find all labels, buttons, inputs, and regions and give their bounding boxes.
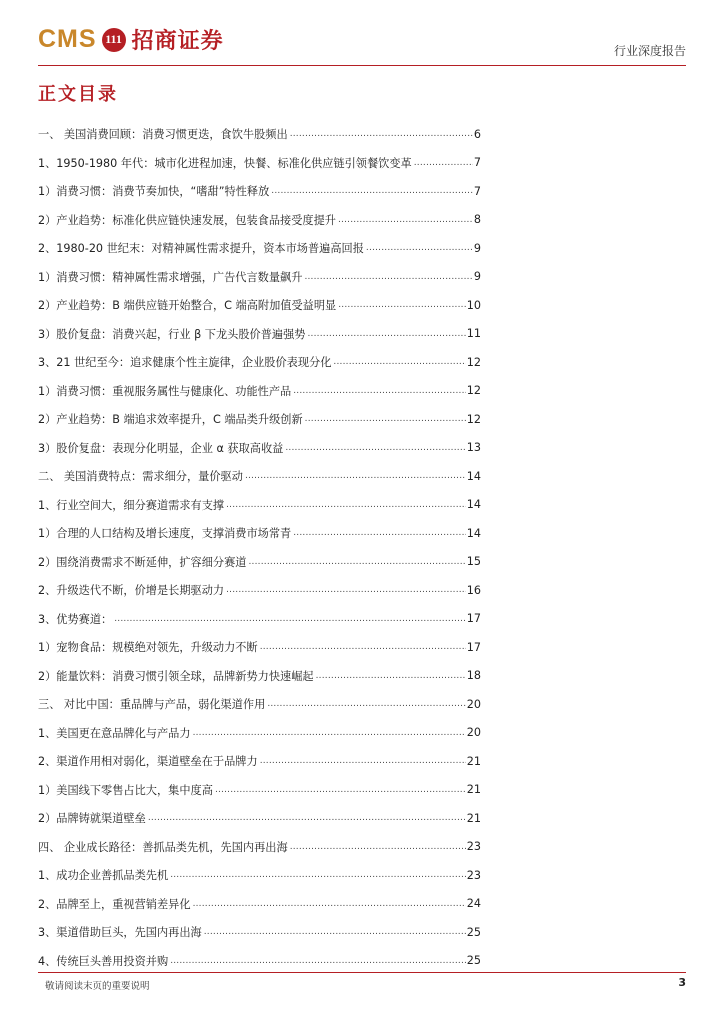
footer-divider bbox=[38, 972, 686, 973]
toc-entry[interactable] bbox=[38, 234, 481, 263]
toc-entry-page: 16 bbox=[466, 583, 481, 597]
page-header bbox=[38, 20, 686, 66]
toc-entry[interactable] bbox=[38, 662, 481, 691]
toc-entry-text: 2、品牌至上，重视营销差异化 bbox=[38, 897, 191, 911]
toc-dot-leader bbox=[316, 671, 466, 681]
toc-entry-text: 1、行业空间大，细分赛道需求有支撑 bbox=[38, 498, 225, 512]
logo-latin-text: CMS bbox=[38, 25, 97, 53]
toc-entry-text: 1）消费习惯：精神属性需求增强，广告代言数量飙升 bbox=[38, 270, 303, 284]
toc-entry-text: 1、1950-1980 年代：城市化进程加速，快餐、标准化供应链引领餐饮变革 bbox=[38, 156, 412, 170]
toc-entry[interactable] bbox=[38, 690, 481, 719]
toc-entry-page: 17 bbox=[466, 640, 481, 654]
toc-entry-page: 14 bbox=[466, 469, 481, 483]
toc-entry[interactable] bbox=[38, 434, 481, 463]
toc-entry[interactable] bbox=[38, 291, 481, 320]
toc-entry[interactable] bbox=[38, 206, 481, 235]
toc-entry-text: 四、 企业成长路径：善抓品类先机，先国内再出海 bbox=[38, 840, 288, 854]
toc-dot-leader bbox=[249, 557, 466, 567]
toc-entry-page: 12 bbox=[466, 355, 481, 369]
toc-entry-text: 2）围绕消费需求不断延伸，扩容细分赛道 bbox=[38, 555, 247, 569]
toc-entry-text: 2）品牌铸就渠道壁垒 bbox=[38, 812, 146, 826]
toc-dot-leader bbox=[193, 728, 466, 738]
toc-entry-page: 20 bbox=[466, 697, 481, 711]
toc-entry[interactable] bbox=[38, 377, 481, 406]
toc-entry-text: 2）产业趋势：标准化供应链快速发展，包装食品接受度提升 bbox=[38, 213, 336, 227]
toc-dot-leader bbox=[290, 842, 466, 852]
toc-entry-text: 二、 美国消费特点：需求细分，量价驱动 bbox=[38, 470, 243, 484]
toc-dot-leader bbox=[304, 272, 472, 282]
footer-disclaimer-note: 敬请阅读末页的重要说明 bbox=[45, 981, 150, 992]
toc-entry[interactable] bbox=[38, 548, 481, 577]
logo-chinese-text: 招商证券 bbox=[131, 28, 224, 54]
toc-dot-leader bbox=[204, 927, 466, 937]
toc-entry[interactable] bbox=[38, 918, 481, 947]
toc-dot-leader bbox=[366, 243, 473, 253]
toc-dot-leader bbox=[148, 813, 466, 823]
toc-entry-text: 3）股价复盘：消费兴起，行业 β 下龙头股价普遍强势 bbox=[38, 327, 306, 341]
toc-entry-text: 一、 美国消费回顾：消费习惯更迭，食饮牛股频出 bbox=[38, 128, 288, 142]
toc-dot-leader bbox=[338, 300, 466, 310]
toc-entry[interactable] bbox=[38, 947, 481, 976]
toc-dot-leader bbox=[333, 357, 465, 367]
toc-entry-page: 25 bbox=[466, 925, 481, 939]
toc-entry-page: 24 bbox=[466, 897, 481, 911]
toc-dot-leader bbox=[215, 785, 466, 795]
toc-entry-text: 2）能量饮料：消费习惯引领全球，品牌新势力快速崛起 bbox=[38, 669, 314, 683]
toc-entry[interactable] bbox=[38, 605, 481, 634]
toc-entry-text: 3）股价复盘：表现分化明显，企业 α 获取高收益 bbox=[38, 441, 284, 455]
toc-entry[interactable] bbox=[38, 462, 481, 491]
toc-dot-leader bbox=[267, 699, 465, 709]
toc-entry[interactable] bbox=[38, 177, 481, 206]
toc-entry-text: 1）合理的人口结构及增长速度，支撑消费市场常青 bbox=[38, 527, 292, 541]
toc-dot-leader bbox=[245, 471, 466, 481]
toc-entry-page: 18 bbox=[466, 669, 481, 683]
toc-entry-page: 10 bbox=[466, 298, 481, 312]
toc-entry[interactable] bbox=[38, 747, 481, 776]
toc-entry-page: 23 bbox=[466, 868, 481, 882]
table-of-contents bbox=[38, 120, 481, 975]
toc-entry[interactable] bbox=[38, 519, 481, 548]
toc-entry[interactable] bbox=[38, 263, 481, 292]
toc-entry-text: 2、渠道作用相对弱化，渠道壁垒在于品牌力 bbox=[38, 755, 258, 769]
toc-entry[interactable] bbox=[38, 633, 481, 662]
toc-entry[interactable] bbox=[38, 348, 481, 377]
toc-dot-leader bbox=[170, 956, 466, 966]
cms-logo bbox=[38, 24, 224, 55]
toc-dot-leader bbox=[226, 500, 466, 510]
toc-entry-page: 6 bbox=[473, 127, 481, 141]
toc-entry[interactable] bbox=[38, 719, 481, 748]
toc-entry-page: 11 bbox=[466, 327, 481, 341]
toc-entry-text: 4、传统巨头善用投资并购 bbox=[38, 954, 169, 968]
toc-entry-page: 9 bbox=[473, 241, 481, 255]
toc-dot-leader bbox=[293, 386, 466, 396]
toc-dot-leader bbox=[308, 329, 466, 339]
page-number: 3 bbox=[678, 976, 686, 989]
toc-entry[interactable] bbox=[38, 576, 481, 605]
toc-entry-page: 21 bbox=[466, 783, 481, 797]
toc-entry-text: 1、成功企业善抓品类先机 bbox=[38, 869, 169, 883]
toc-entry-page: 13 bbox=[466, 441, 481, 455]
report-type-label: 行业深度报告 bbox=[613, 44, 686, 58]
toc-dot-leader bbox=[305, 414, 466, 424]
toc-entry-page: 14 bbox=[466, 526, 481, 540]
toc-entry-page: 23 bbox=[466, 840, 481, 854]
toc-entry-page: 21 bbox=[466, 754, 481, 768]
toc-entry-page: 9 bbox=[473, 270, 481, 284]
toc-entry[interactable] bbox=[38, 405, 481, 434]
toc-dot-leader bbox=[290, 129, 473, 139]
toc-entry-text: 2、1980-20 世纪末：对精神属性需求提升，资本市场普遍高回报 bbox=[38, 242, 364, 256]
toc-entry[interactable] bbox=[38, 776, 481, 805]
toc-entry[interactable] bbox=[38, 491, 481, 520]
toc-entry-page: 7 bbox=[473, 156, 481, 170]
toc-entry[interactable] bbox=[38, 833, 481, 862]
toc-dot-leader bbox=[114, 614, 466, 624]
toc-entry-page: 12 bbox=[466, 384, 481, 398]
toc-dot-leader bbox=[193, 899, 466, 909]
toc-entry-page: 21 bbox=[466, 811, 481, 825]
toc-entry-text: 3、优势赛道： bbox=[38, 612, 113, 626]
header-divider bbox=[38, 65, 686, 66]
toc-dot-leader bbox=[293, 528, 466, 538]
toc-entry[interactable] bbox=[38, 861, 481, 890]
toc-dot-leader bbox=[338, 215, 473, 225]
toc-dot-leader bbox=[271, 186, 473, 196]
toc-entry[interactable] bbox=[38, 320, 481, 349]
toc-entry[interactable] bbox=[38, 890, 481, 919]
toc-entry-page: 17 bbox=[466, 612, 481, 626]
toc-entry-page: 8 bbox=[473, 213, 481, 227]
toc-dot-leader bbox=[170, 870, 466, 880]
toc-dot-leader bbox=[414, 158, 473, 168]
toc-entry-text: 1）消费习惯：消费节奏加快，“嗜甜”特性释放 bbox=[38, 185, 270, 199]
toc-entry-page: 20 bbox=[466, 726, 481, 740]
toc-entry-page: 7 bbox=[473, 184, 481, 198]
toc-entry-text: 2）产业趋势：B 端追求效率提升，C 端品类升级创新 bbox=[38, 413, 303, 427]
toc-title: 正文目录 bbox=[38, 84, 118, 105]
toc-entry-text: 三、 对比中国：重品牌与产品，弱化渠道作用 bbox=[38, 698, 266, 712]
toc-entry[interactable] bbox=[38, 804, 481, 833]
toc-dot-leader bbox=[260, 756, 466, 766]
toc-entry-text: 3、渠道借助巨头，先国内再出海 bbox=[38, 926, 202, 940]
toc-entry-text: 2、升级迭代不断，价增是长期驱动力 bbox=[38, 584, 225, 598]
toc-entry-text: 2）产业趋势：B 端供应链开始整合，C 端高附加值受益明显 bbox=[38, 299, 337, 313]
toc-dot-leader bbox=[226, 585, 466, 595]
toc-entry[interactable] bbox=[38, 120, 481, 149]
toc-dot-leader bbox=[260, 642, 466, 652]
toc-entry[interactable] bbox=[38, 149, 481, 178]
toc-entry-text: 1）宠物食品：规模绝对领先，升级动力不断 bbox=[38, 641, 258, 655]
toc-entry-page: 15 bbox=[466, 555, 481, 569]
logo-seal-icon: 111 bbox=[102, 28, 126, 52]
toc-entry-text: 1）美国线下零售占比大，集中度高 bbox=[38, 783, 213, 797]
toc-entry-page: 12 bbox=[466, 412, 481, 426]
toc-entry-page: 14 bbox=[466, 498, 481, 512]
toc-entry-text: 1、美国更在意品牌化与产品力 bbox=[38, 726, 191, 740]
toc-entry-text: 3、21 世纪至今：追求健康个性主旋律，企业股价表现分化 bbox=[38, 356, 332, 370]
toc-dot-leader bbox=[285, 443, 465, 453]
toc-entry-text: 1）消费习惯：重视服务属性与健康化、功能性产品 bbox=[38, 384, 292, 398]
toc-entry-page: 25 bbox=[466, 954, 481, 968]
